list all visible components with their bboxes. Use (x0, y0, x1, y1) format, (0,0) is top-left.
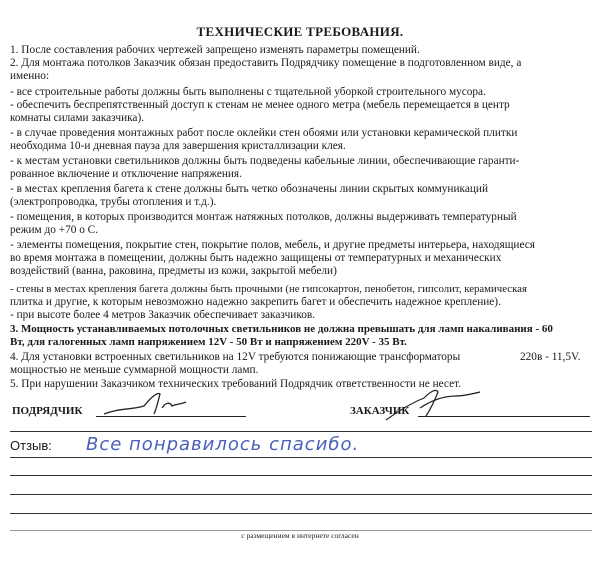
review-handwritten-text: Все понравилось спасибо. (86, 434, 360, 455)
text-line: 5. При нарушении Заказчиком технических требований Подрядчик ответственности не несет. (10, 378, 462, 390)
text-line: - элементы помещения, покрытие стен, покрытие полов, мебель, и другие предметы интерьера, находящиеся (10, 239, 535, 251)
text-line: воздействий (ванна, раковина, предметы из кожи, закрытой мебели) (10, 265, 337, 277)
text-line: - к местам установки светильников должны быть подведены кабельные линии, обеспечивающие гаранти- (10, 155, 520, 167)
customer-label: ЗАКАЗЧИК (350, 405, 410, 417)
review-top-rule (10, 431, 592, 432)
text-line: - обеспечить беспрепятственный доступ к стенам не менее одного метра (мебель перемещается в центр (10, 99, 510, 111)
text-line: 3. Мощность устанавливаемых потолочных светильников не должна превышать для ламп накаливания - 60 (10, 323, 553, 335)
text-line: - в местах крепления багета к стене должны быть четко обозначены линии скрытых коммуникаций (10, 183, 488, 195)
text-line: во время монтажа в помещении, должны быть надежно защищены от температурных и механических (10, 252, 502, 264)
review-rule (10, 475, 592, 476)
review-rule (10, 494, 592, 495)
transformer-spec: 220в - 11,5V. (520, 351, 581, 363)
text-line: - в случае проведения монтажных работ после оклейки стен обоями или установки керамической плитки (10, 127, 518, 139)
document-title: ТЕХНИЧЕСКИЕ ТРЕБОВАНИЯ. (196, 24, 404, 39)
text-line: рованное включение и отключение напряжения. (10, 168, 242, 180)
text-line: - все строительные работы должны быть выполнены с тщательной уборкой строительного мусора. (10, 86, 486, 98)
text-line: необходима 10-и дневная пауза для завершения кристаллизации клея. (10, 140, 346, 152)
text-line: мощностью не меньше суммарной мощности ламп. (10, 364, 259, 376)
text-line: - стены в местах крепления багета должны быть прочными (не гипсокартон, пенобетон, гипсолит, керамическая (10, 283, 527, 295)
text-line: - помещения, в которых производится монтаж натяжных потолков, должны выдерживать температурный (10, 211, 517, 223)
text-line: 2. Для монтажа потолков Заказчик обязан предоставить Подрядчику помещение в подготовленном виде, а (10, 57, 522, 69)
text-line: - при высоте более 4 метров Заказчик обеспечивает заказчиков. (10, 309, 316, 321)
contractor-label: ПОДРЯДЧИК (12, 405, 83, 417)
text-line: режим до +70 о С. (10, 224, 99, 236)
review-label: Отзыв: (10, 438, 52, 453)
text-line: 1. После составления рабочих чертежей запрещено изменять параметры помещений. (10, 44, 420, 56)
text-line: комнаты силами заказчика). (10, 112, 145, 124)
consent-footer: с размещением в интернете согласен (241, 531, 359, 540)
customer-signature (380, 384, 490, 424)
contractor-signature (100, 388, 230, 420)
text-line: именно: (10, 70, 50, 82)
text-line: 4. Для установки встроенных светильников на 12V требуются понижающие трансформаторы (10, 351, 461, 363)
review-rule (10, 513, 592, 514)
text-line: плитка и другие, к которым невозможно надежно закрепить багет и обеспечить надежное крепление). (10, 296, 501, 308)
review-rule (10, 457, 592, 458)
text-line: Вт, для галогенных ламп напряжением 12V - 50 Вт и напряжением 220V - 35 Вт. (10, 336, 407, 348)
text-line: (электропроводка, трубы отопления и т.д.). (10, 196, 217, 208)
